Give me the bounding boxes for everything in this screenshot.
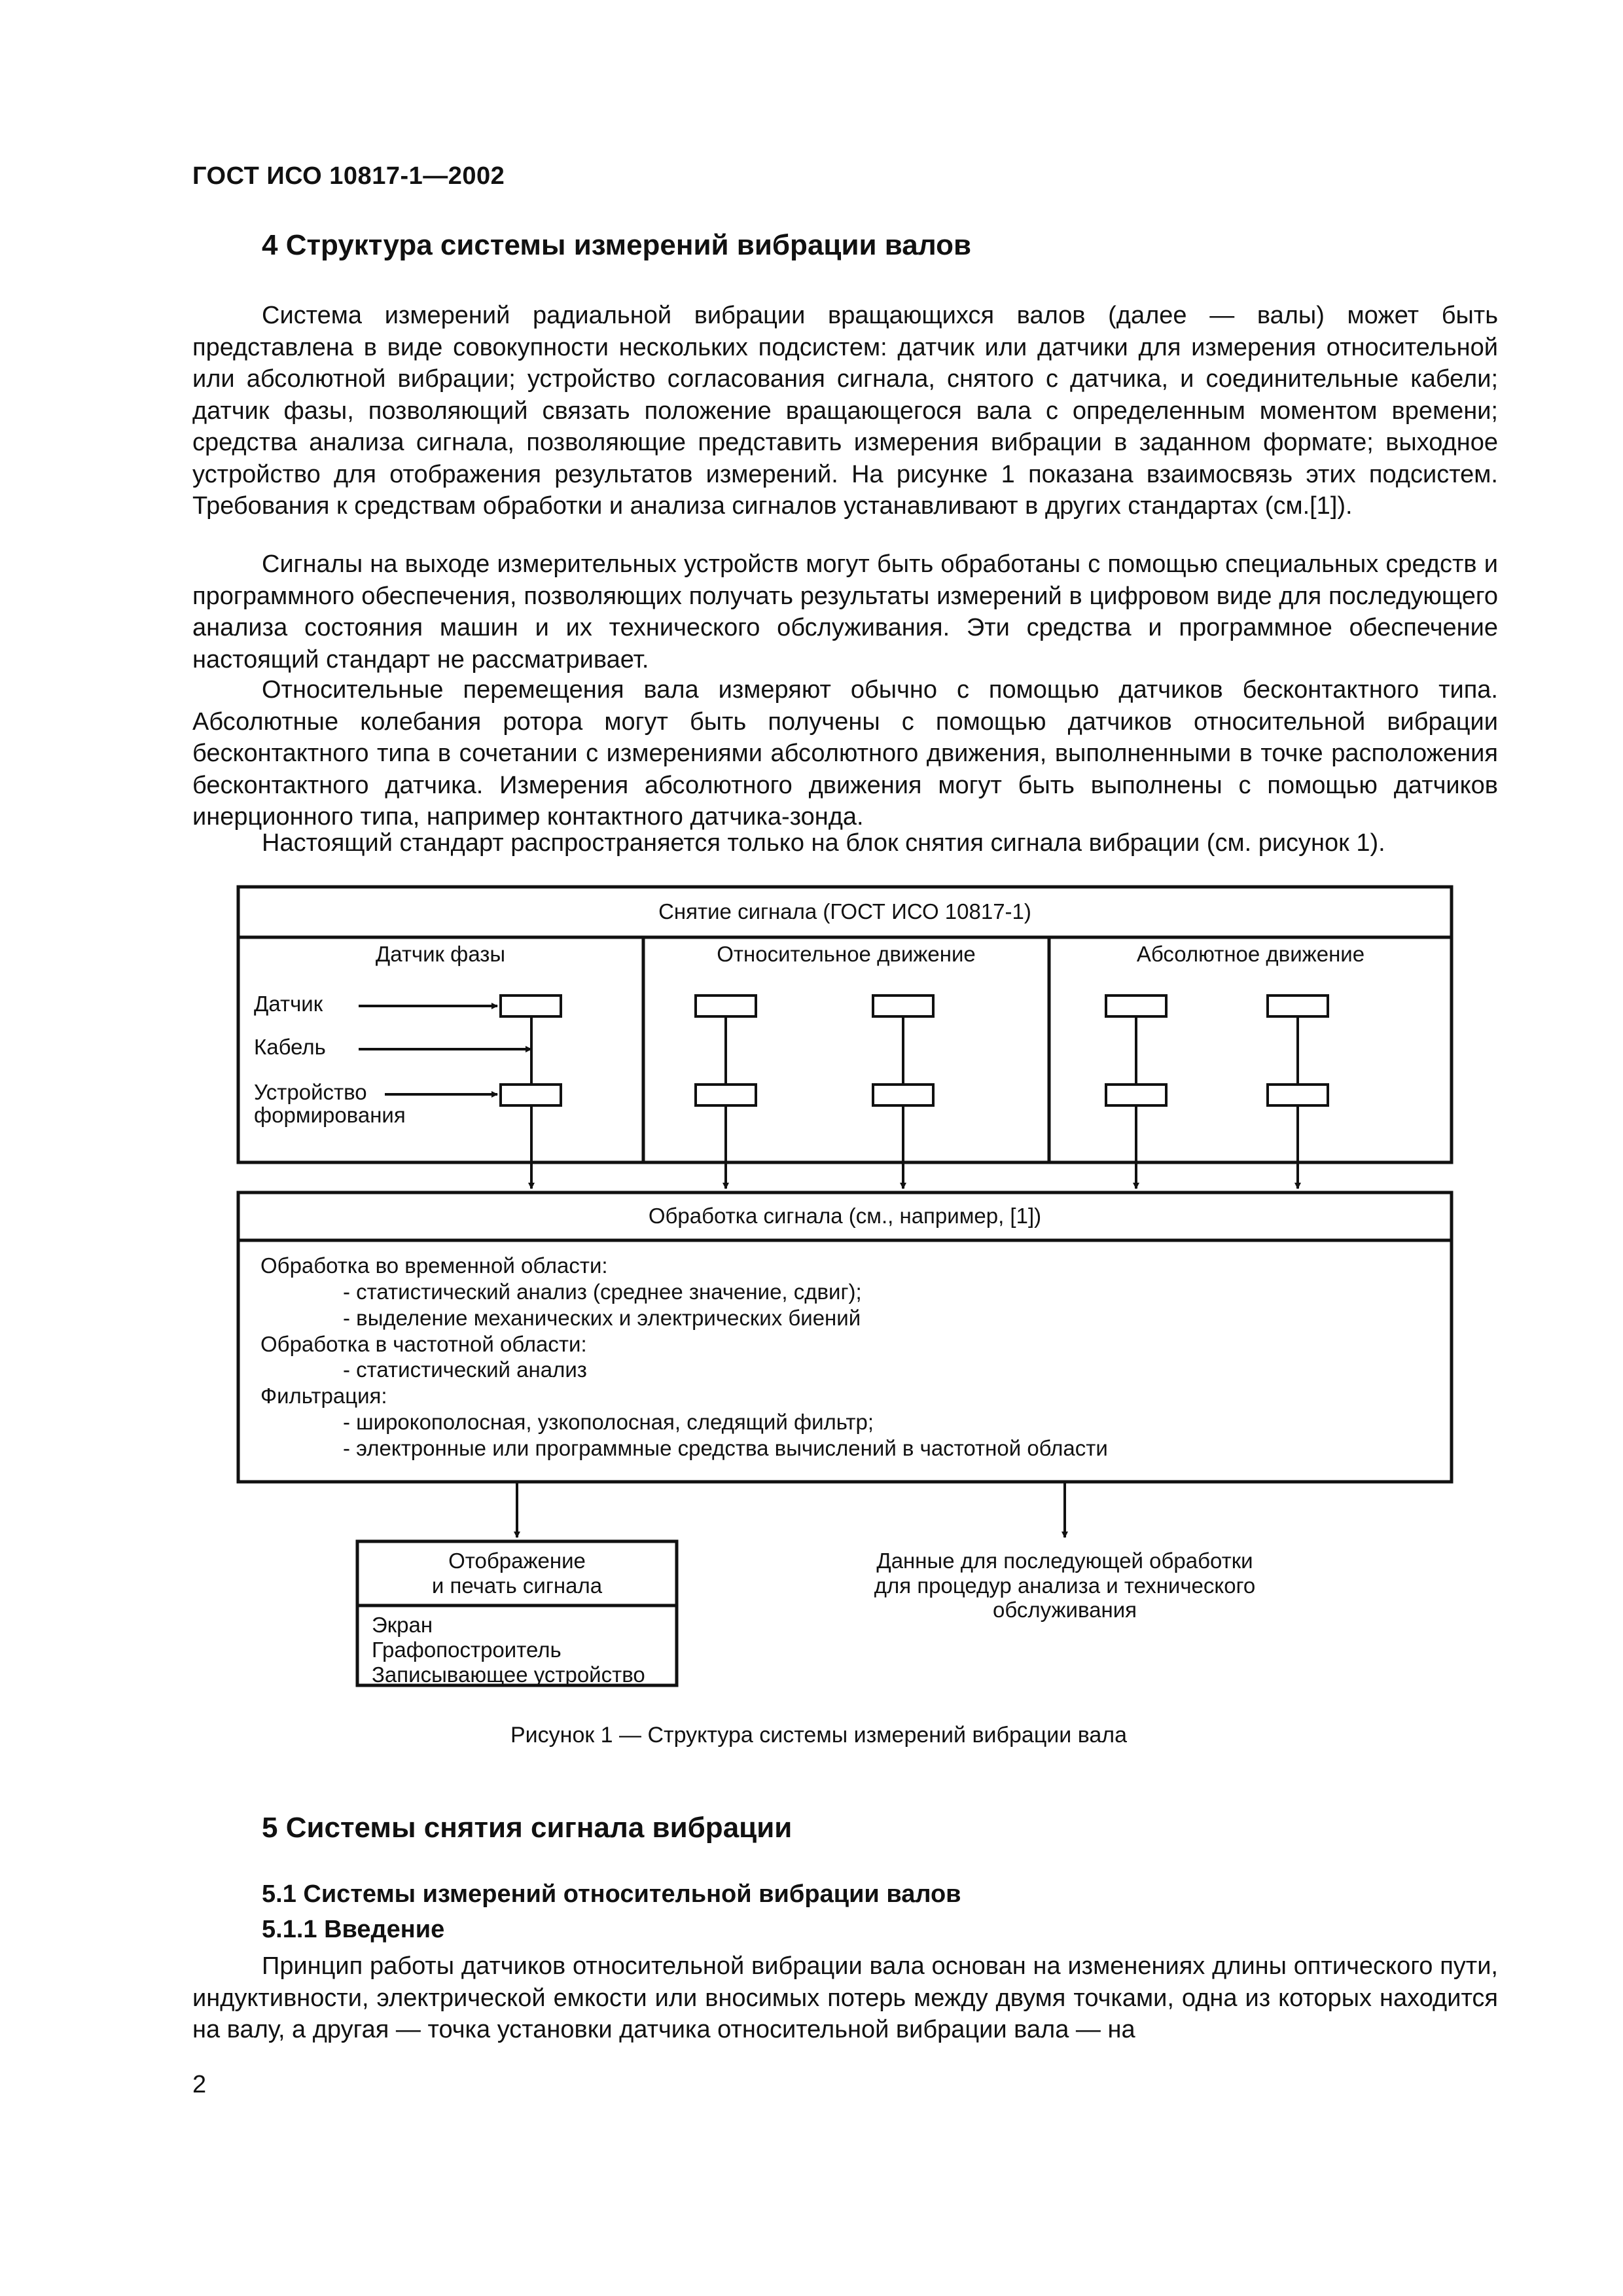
- processing-line-8: - электронные или программные средства вычислений в частотной области: [343, 1436, 1108, 1460]
- processing-line-5: - статистический анализ: [343, 1357, 587, 1382]
- label-conditioner-line-2: формирования: [254, 1103, 406, 1127]
- section-5-paragraph: Принцип работы датчиков относительной вибрации вала основан на изменениях длины оптического пути, индуктивности, электрической емкости или вносимых потерь между двумя точками, одна из которых находится на валу, а другая — точка установки датчика относительной вибрации вала — на: [192, 1952, 1498, 2043]
- processing-line-6: Фильтрация:: [260, 1384, 387, 1408]
- processing-line-2: - статистический анализ (среднее значение, сдвиг);: [343, 1280, 862, 1304]
- section-4-paragraph-2: Сигналы на выходе измерительных устройств могут быть обработаны с помощью специальных средств и программного обеспечения, позволяющих получать результаты измерений в цифровом виде для последующего анализа состояния машин и их технического обслуживания. Эти средства и программное обеспечение настоящий стандарт не рассматривает.: [192, 550, 1498, 673]
- absolute-sensor-box-1: [1106, 996, 1166, 1016]
- column-phase-label: Датчик фазы: [375, 942, 506, 966]
- display-item-plotter: Графопостроитель: [372, 1638, 562, 1662]
- figure-caption: Рисунок 1 — Структура системы измерений вибрации вала: [510, 1723, 1128, 1748]
- column-absolute-label: Абсолютное движение: [1136, 942, 1365, 966]
- phase-sensor-box: [501, 996, 561, 1016]
- label-sensor: Датчик: [254, 992, 323, 1016]
- processing-title: Обработка сигнала (см., например, [1]): [648, 1204, 1042, 1228]
- relative-sensor-box-1: [696, 996, 756, 1016]
- processing-line-7: - широкополосная, узкополосная, следящий фильтр;: [343, 1410, 874, 1434]
- display-item-screen: Экран: [372, 1613, 433, 1637]
- label-cable: Кабель: [254, 1035, 326, 1059]
- section-4-paragraph-1: Система измерений радиальной вибрации вращающихся валов (далее — валы) может быть представлена в виде совокупности нескольких подсистем: датчик или датчики для измерения относительной или абсолютной вибрации; устройство согласования сигнала, снятого с датчика, и соединительные кабели; датчик фазы, позволяющий связать положение вращающегося вала с определенным моментом времени; средства анализа сигнала, позволяющие представить измерения вибрации в заданном формате; выходное устройство для отображения результатов измерений. На рисунке 1 показана взаимосвязь этих подсистем. Требования к средствам обработки и анализа сигналов устанавливают в других стандартах (см.[1]).: [192, 302, 1498, 520]
- processing-line-4: Обработка в частотной области:: [260, 1332, 587, 1356]
- document-header: ГОСТ ИСО 10817-1—2002: [192, 162, 505, 190]
- processing-line-1: Обработка во временной области:: [260, 1253, 608, 1278]
- section-4-paragraph-3: Относительные перемещения вала измеряют обычно с помощью датчиков бесконтактного типа. Абсолютные колебания ротора могут быть получены с помощью датчиков относительной вибрации бесконтактного типа в сочетании с измерениями абсолютного движения, выполненными в точке расположения бесконтактного датчика. Измерения абсолютного движения могут быть выполнены с помощью датчиков инерционного типа, например контактного датчика-зонда.: [192, 676, 1498, 831]
- absolute-conditioner-box-2: [1268, 1085, 1328, 1105]
- display-block: [357, 1541, 677, 1685]
- processing-block: [238, 1193, 1452, 1482]
- column-relative-label: Относительное движение: [717, 942, 976, 966]
- section-5-1-title: 5.1 Системы измерений относительной вибрации валов: [262, 1880, 961, 1908]
- section-4-paragraph-4: Настоящий стандарт распространяется только на блок снятия сигнала вибрации (см. рисунок 1).: [262, 829, 1385, 857]
- data-text-line-1: Данные для последующей обработки: [876, 1549, 1253, 1573]
- relative-conditioner-box-1: [696, 1085, 756, 1105]
- absolute-sensor-box-2: [1268, 996, 1328, 1016]
- page-number: 2: [192, 2071, 207, 2098]
- relative-sensor-box-2: [873, 996, 933, 1016]
- display-item-recorder: Записывающее устройство: [372, 1662, 645, 1687]
- acquisition-block: [238, 887, 1452, 1162]
- display-title-line-2: и печать сигнала: [431, 1573, 603, 1598]
- display-title-line-1: Отображение: [448, 1549, 586, 1573]
- label-conditioner-line-1: Устройство: [254, 1080, 367, 1104]
- relative-conditioner-box-2: [873, 1085, 933, 1105]
- absolute-conditioner-box-1: [1106, 1085, 1166, 1105]
- processing-line-3: - выделение механических и электрических биений: [343, 1306, 861, 1330]
- data-text-line-2: для процедур анализа и технического: [874, 1573, 1256, 1598]
- section-5-1-1-title: 5.1.1 Введение: [262, 1916, 445, 1943]
- data-text-line-3: обслуживания: [992, 1598, 1137, 1622]
- acquisition-title: Снятие сигнала (ГОСТ ИСО 10817-1): [658, 899, 1031, 924]
- phase-conditioner-box: [501, 1085, 561, 1105]
- section-4-title: 4 Структура системы измерений вибрации валов: [262, 229, 972, 261]
- section-5-title: 5 Системы снятия сигнала вибрации: [262, 1812, 793, 1844]
